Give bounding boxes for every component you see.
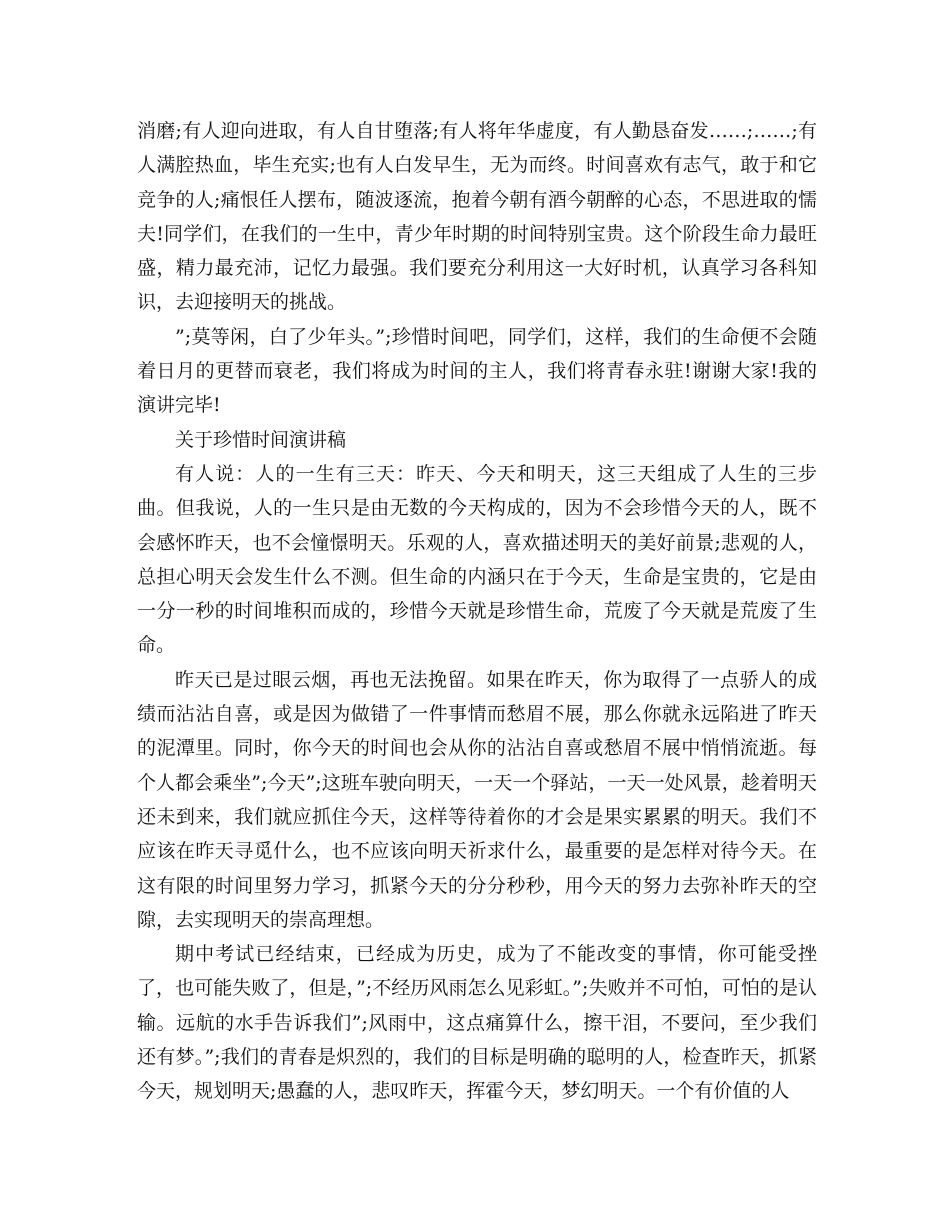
paragraph-5: 期中考试已经结束，已经成为历史，成为了不能改变的事情，你可能受挫了，也可能失败了，但是，”;不经历风雨怎么见彩虹。”;失败并不可怕，可怕的是认输。远航的水手告诉我们”;风雨中，这点痛算什么，擦干泪，不要问，至少我们还有梦。”;我们的青春是炽烈的，我们的目标是明确的聪明的人，检查昨天，抓紧今天，规划明天;愚蠢的人，悲叹昨天，挥霍今天，梦幻明天。一个有价值的人 [137,943,817,1103]
document-body [137,114,817,1109]
paragraph-1: 消磨;有人迎向进取，有人自甘堕落;有人将年华虚度，有人勤恳奋发……;……;有人满腔热血，毕生充实;也有人白发早生，无为而终。时间喜欢有志气，敢于和它竞争的人;痛恨任人摆布，随波逐流，抱着今朝有酒今朝醉的心态，不思进取的懦夫!同学们，在我们的一生中，青少年时期的时间特别宝贵。这个阶段生命力最旺盛，精力最充沛，记忆力最强。我们要充分利用这一大好时机，认真学习各科知识，去迎接明天的挑战。 [137,120,817,314]
section-title: 关于珍惜时间演讲稿 [175,428,347,451]
paragraph-3: 有人说：人的一生有三天：昨天、今天和明天，这三天组成了人生的三步曲。但我说，人的一生只是由无数的今天构成的，因为不会珍惜今天的人，既不会感怀昨天，也不会憧憬明天。乐观的人，喜欢描述明天的美好前景;悲观的人，总担心明天会发生什么不测。但生命的内涵只在于今天，生命是宝贵的，它是由一分一秒的时间堆积而成的，珍惜今天就是珍惜生命，荒废了今天就是荒废了生命。 [137,462,817,657]
paragraph-2: ”;莫等闲，白了少年头。”;珍惜时间吧，同学们，这样，我们的生命便不会随着日月的更替而衰老，我们将成为时间的主人，我们将青春永驻!谢谢大家!我的演讲完毕! [137,325,817,417]
paragraph-4: 昨天已是过眼云烟，再也无法挽留。如果在昨天，你为取得了一点骄人的成绩而沾沾自喜，或是因为做错了一件事情而愁眉不展，那么你就永远陷进了昨天的泥潭里。同时，你今天的时间也会从你的沾沾自喜或愁眉不展中悄悄流逝。每个人都会乘坐”;今天”;这班车驶向明天，一天一个驿站，一天一处风景，趁着明天还未到来，我们就应抓住今天，这样等待着你的才会是果实累累的明天。我们不应该在昨天寻觅什么，也不应该向明天祈求什么，最重要的是怎样对待今天。在这有限的时间里努力学习，抓紧今天的分分秒秒，用今天的努力去弥补昨天的空隙，去实现明天的崇高理想。 [137,668,817,931]
